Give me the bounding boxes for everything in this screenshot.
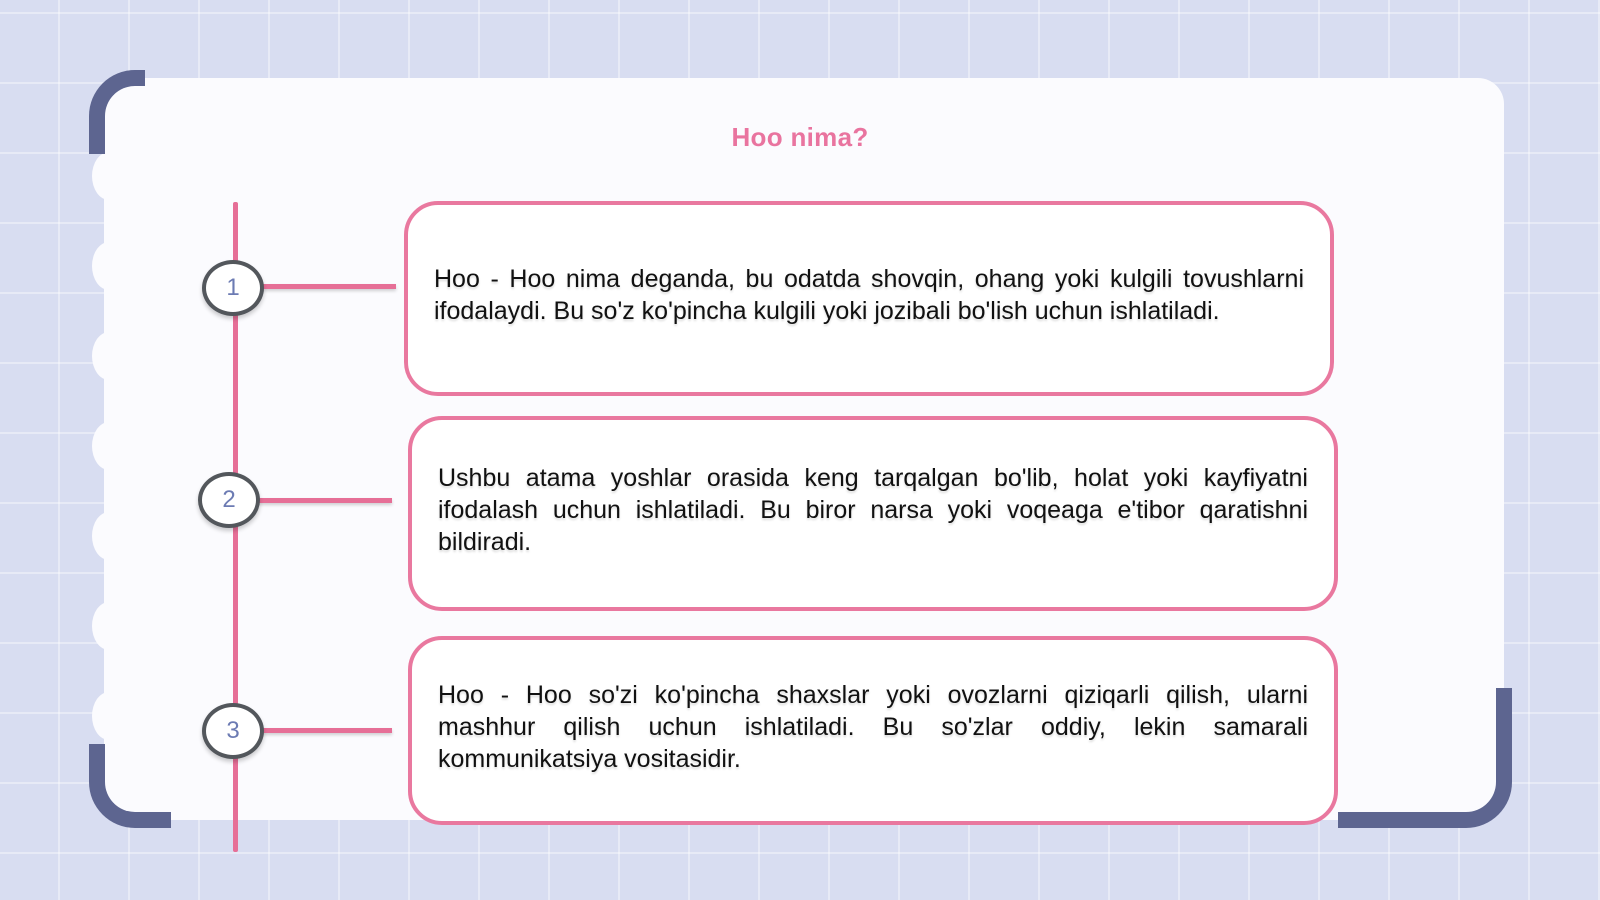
timeline-text-box-3	[408, 636, 1338, 825]
slide-title: Hoo nima?	[731, 122, 869, 152]
card-edge-scallop	[92, 152, 126, 200]
step-number-circle-1	[202, 260, 264, 316]
step-number-circle-3	[202, 703, 264, 759]
step-number-circle-2	[198, 472, 260, 528]
timeline-text-box-1	[404, 201, 1334, 396]
corner-bracket-bottom-left	[89, 744, 171, 828]
card-edge-scallop	[92, 692, 126, 740]
card-edge-scallop	[92, 422, 126, 470]
timeline-connector-2	[258, 498, 392, 503]
step-number: 3	[226, 717, 240, 744]
timeline-text: Hoo - Hoo nima deganda, bu odatda shovqin, ohang yoki kulgili tovushlarni ifodalaydi. Bu so'z ko'pincha kulgili yoki jozibali bo'lish uchun ishlatiladi.	[434, 264, 1304, 325]
card-edge-scallop	[92, 242, 126, 290]
card-edge-scallop	[92, 512, 126, 560]
corner-bracket-bottom-right	[1338, 688, 1512, 828]
card-edge-scallop	[92, 332, 126, 380]
corner-bracket-top-left	[89, 70, 145, 154]
timeline-connector-3	[262, 728, 392, 733]
step-number: 2	[222, 486, 236, 513]
timeline-text: Ushbu atama yoshlar orasida keng tarqalgan bo'lib, holat yoki kayfiyatni ifodalash uchun ishlatiladi. Bu biror narsa yoki voqeaga e'tibor qaratishni bildiradi.	[438, 463, 1308, 556]
timeline-text: Hoo - Hoo so'zi ko'pincha shaxslar yoki ovozlarni qiziqarli qilish, ularni mashhur qilish uchun ishlatiladi. Bu so'zlar oddiy, lekin samarali kommunikatsiya vositasidir.	[438, 680, 1308, 773]
card-edge-scallop	[92, 602, 126, 650]
timeline-connector-1	[262, 284, 396, 289]
step-number: 1	[226, 274, 240, 301]
timeline-text-box-2	[408, 416, 1338, 611]
